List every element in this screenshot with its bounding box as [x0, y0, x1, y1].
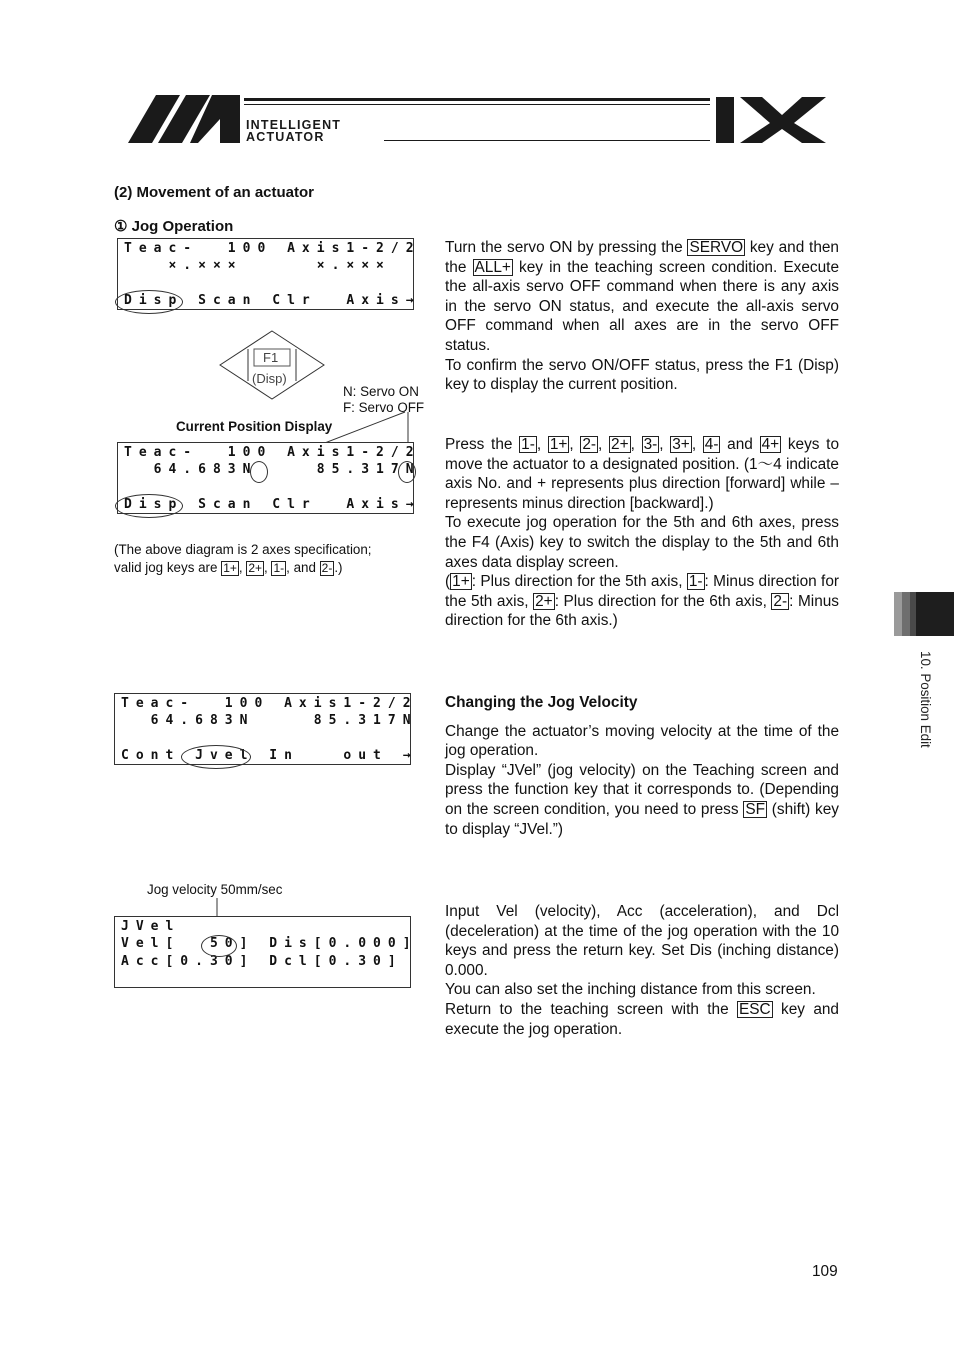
servo-on-note: N: Servo ON [343, 384, 419, 399]
servo-status-highlight [398, 461, 416, 483]
f1-key-diagram [218, 330, 326, 400]
lcd-row: JVel [121, 919, 181, 934]
brand-name: INTELLIGENT ACTUATOR [246, 118, 342, 144]
lcd-row: Teac- 100 Axis1-2/2 [121, 696, 418, 711]
ix-logo-icon [716, 95, 828, 145]
subsection-title: ① Jog Operation [114, 218, 234, 235]
esc-key: ESC [739, 1000, 771, 1018]
diagram-note-line: (The above diagram is 2 axes specification; [114, 542, 372, 557]
jog-key: 1- [688, 573, 703, 591]
jog-key: 2+ [611, 436, 629, 453]
jog-velocity-label: Jog velocity 50mm/sec [147, 882, 283, 897]
jog-velocity-section: Changing the Jog Velocity Change the actuator’s moving velocity at the time of the jog operation. Display “JVel” (jog velocity) on the Teaching screen and press the function key that it corresponds to. (Depending on the screen condition, you need to press SF (shift) key to display “JVel.”) [445, 694, 839, 838]
lcd-row: Teac- 100 Axis1-2/2 [124, 445, 421, 460]
current-position-label: Current Position Display [176, 419, 333, 434]
jog-key: 2- [773, 592, 788, 610]
lcd-screen-4 [114, 916, 418, 988]
servo-off-note: F: Servo OFF [343, 400, 425, 415]
disp-highlight [115, 494, 183, 518]
jog-key: 2+ [248, 561, 263, 575]
servo-instructions: Turn the servo ON by pressing the SERVO key and then the ALL+ key in the teaching screen condition. Execute the all-axis servo OFF command when there is any axis in the servo ON status, and execute the all-axis servo OFF command when all axes are in the servo OFF status. To confirm the servo ON/OFF status, press the F1 (Disp) key to display the current position. [445, 239, 840, 394]
chapter-tab [894, 592, 954, 636]
lcd-row: ×.××× ×.××× [124, 258, 391, 273]
disp-highlight [115, 290, 183, 314]
diagram-note [114, 541, 414, 577]
jog-key: 1- [521, 436, 535, 453]
sf-key: SF [745, 800, 766, 818]
jog-velocity-heading: Changing the Jog Velocity [445, 694, 638, 711]
velocity-value-highlight [201, 935, 237, 957]
f1-key-sublabel: (Disp) [252, 371, 287, 386]
servo-status-highlight [250, 461, 268, 483]
jog-key: 2- [582, 436, 597, 453]
all-plus-key: ALL+ [474, 258, 511, 276]
lcd-screen-1 [117, 238, 421, 310]
jog-key: 1+ [452, 573, 470, 591]
jog-key: 2- [321, 561, 333, 575]
section-title: (2) Movement of an actuator [114, 184, 315, 201]
jog-instructions: Press the 1- , 1+ , 2- , 2+ , 3- , 3+ , 4- and 4+ keys to move the actuator to a designated position. (1～4 indicate axis No. and + represents plus direction [forward] while – represents minus direction [backward].) To execute jog operation for the 5th and 6th axes, press the F4 (Axis) key to switch the display to the 5th and 6th axes data display screen. ( 1+ : Plus direction for the 5th axis, 1- : Minus direction for the 5th axis, 2+ : Plus direction for the 6th axis, 2- : Minus direction for the 6th axis.) [445, 436, 840, 630]
servo-key: SERVO [689, 239, 744, 256]
lcd-screen-3 [114, 693, 418, 765]
lcd-row: 64.683N 85.317N [121, 713, 418, 728]
lcd-row: Acc[0.30] Dcl[0.30] [121, 954, 403, 969]
ia-logo-icon [128, 95, 240, 143]
lcd-row: Cont Jvel In out → [121, 748, 418, 763]
f1-key-label: F1 [263, 350, 279, 365]
header-rule [384, 140, 710, 141]
diagram-note-line: valid jog keys are 1+ , 2+ , 1- , and 2- .) [114, 560, 343, 575]
jog-key: 3- [643, 436, 658, 453]
paragraph: To execute jog operation for the 5th and 6th axes, press the F4 (Axis) key to switch the display to the 5th and 6th axes data display screen. [445, 514, 839, 571]
lcd-screen-2 [117, 442, 421, 514]
paragraph: To confirm the servo ON/OFF status, press the F1 (Disp) key to display the current position. [445, 356, 839, 394]
jog-key: 4- [704, 436, 719, 453]
page-number: 109 [812, 1263, 838, 1280]
jog-key: 1+ [549, 436, 568, 453]
jog-key: 1- [273, 561, 285, 575]
paragraph: You can also set the inching distance from this screen. [445, 981, 816, 999]
lcd-row: Disp Scan Clr Axis→ [124, 293, 421, 308]
header-rule [244, 98, 710, 101]
lcd-row: 64.683N 85.317N [124, 462, 421, 477]
paragraph: Input Vel (velocity), Acc (acceleration), and Dcl (deceleration) at the time of the jog operation with the 10 keys and press the return key. Set Dis (inching distance) 0.000. [445, 903, 839, 979]
header-rule [244, 104, 710, 105]
jog-key: 1+ [223, 561, 237, 575]
chapter-label: 10. Position Edit [918, 651, 933, 748]
lcd-row: Disp Scan Clr Axis→ [124, 497, 421, 512]
jog-key: 4+ [761, 436, 780, 453]
jvel-highlight [181, 745, 251, 769]
paragraph: Change the actuator’s moving velocity at the time of the jog operation. [445, 722, 839, 760]
jog-key: 2+ [535, 592, 553, 610]
lcd-row: Vel[ 50] Dis[0.000] [121, 936, 418, 951]
lcd-row: Teac- 100 Axis1-2/2 [124, 241, 421, 256]
velocity-instructions: Input Vel (velocity), Acc (acceleration), and Dcl (deceleration) at the time of the jog operation with the 10 keys and press the return key. Set Dis (inching distance) 0.000. You can also set the inching distance from this screen. Return to the teaching screen with the ESC key and execute the jog operation. [445, 903, 839, 1038]
jog-key: 3+ [672, 436, 690, 453]
